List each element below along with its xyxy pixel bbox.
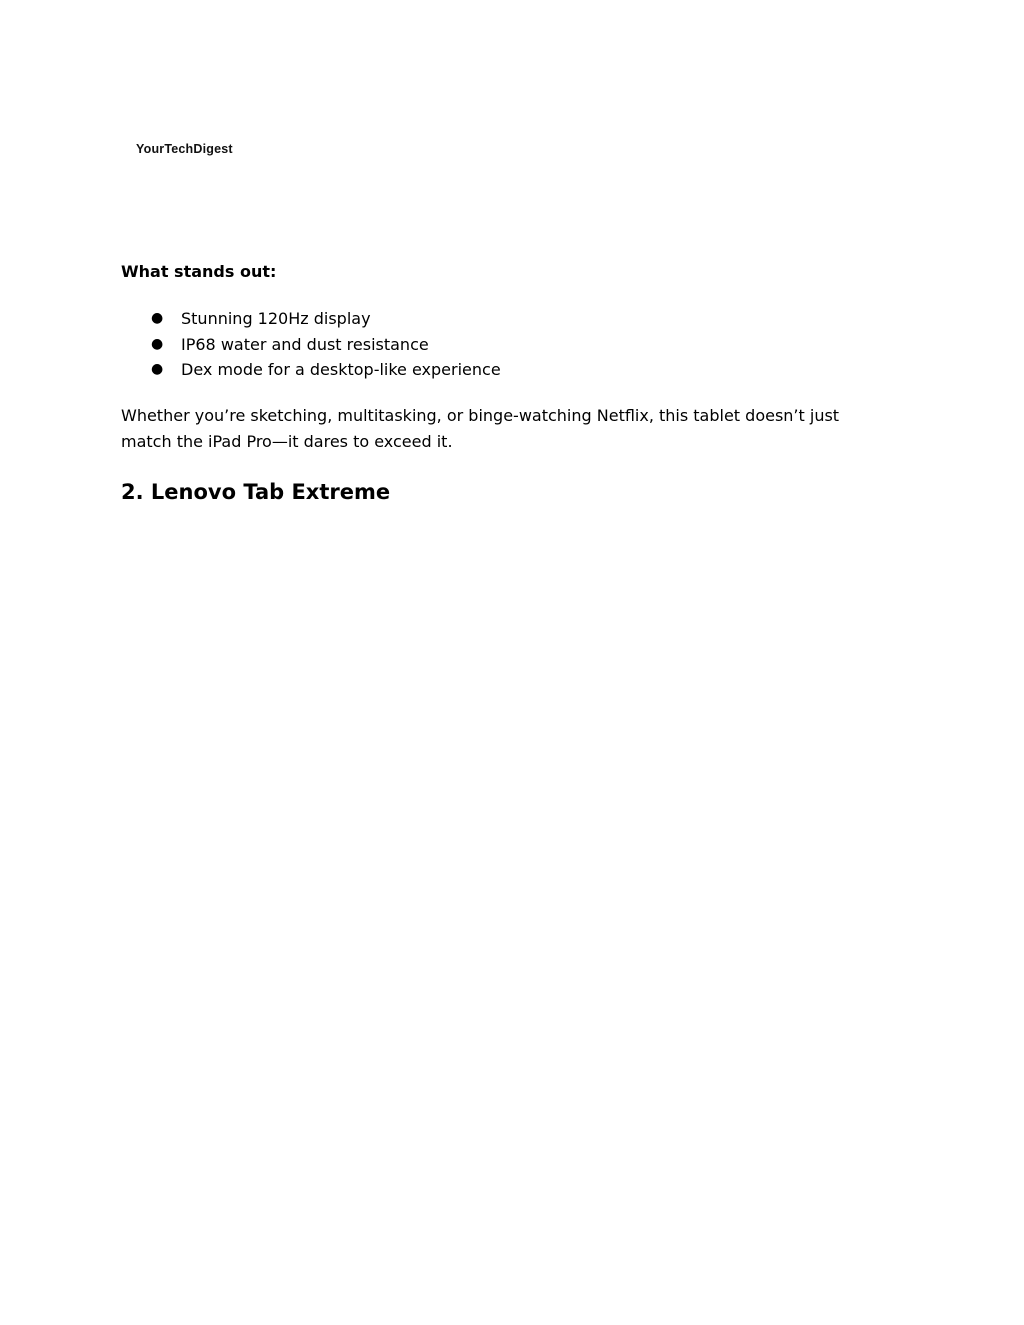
features-heading: What stands out: [121, 262, 277, 281]
feature-text: IP68 water and dust resistance [181, 334, 429, 354]
feature-text: Stunning 120Hz display [181, 309, 371, 328]
bullet-icon: ● [151, 361, 164, 378]
list-item [121, 306, 861, 332]
feature-text: Dex mode for a desktop-like experience [181, 360, 501, 380]
list-item [121, 332, 861, 358]
article-body [121, 260, 861, 507]
body-paragraph: Whether you’re sketching, multitasking, or binge-watching Netflix, this tablet doesn’t just match the iPad Pro—it dares to exceed it. [121, 405, 840, 451]
bullet-icon: ● [151, 310, 164, 326]
list-item [121, 357, 861, 383]
bullet-icon: ● [151, 335, 164, 352]
features-list [121, 306, 861, 383]
site-logo: YourTechDigest [136, 142, 233, 156]
section-heading: 2. Lenovo Tab Extreme [121, 479, 391, 504]
